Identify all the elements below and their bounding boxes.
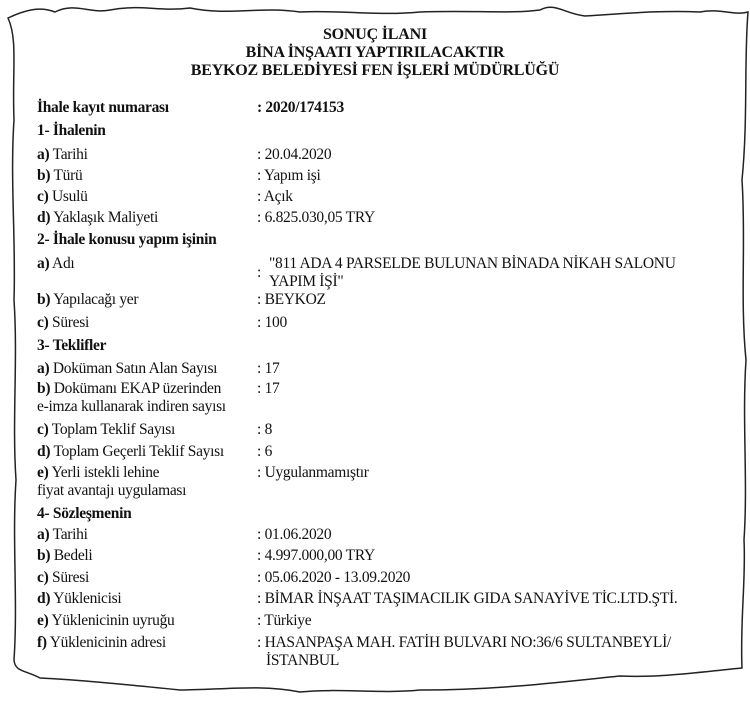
kayit-value: : 2020/174153 xyxy=(257,99,344,116)
field-value: : 17 xyxy=(257,360,280,377)
field-label xyxy=(37,634,166,652)
field-label-text: Yaklaşık Maliyeti xyxy=(53,209,159,226)
field-label-text: Usulü xyxy=(52,188,88,205)
field-value: : HASANPAŞA MAH. FATİH BULVARI NO:36/6 SULTANBEYLİ/ xyxy=(257,634,671,651)
field-label-line2: fiyat avantajı uygulaması xyxy=(37,482,187,499)
field-value: : Uygulanmamıştır xyxy=(257,464,369,481)
field-value: : 01.06.2020 xyxy=(257,526,332,543)
section-heading: 2- İhale konusu yapım işinin xyxy=(37,231,217,248)
field-value: : 4.997.000,00 TRY xyxy=(257,547,375,564)
field-label-text: Tarihi xyxy=(52,526,88,543)
section-heading: 1- İhalenin xyxy=(37,122,106,139)
field-value: : 6.825.030,05 TRY xyxy=(257,209,375,226)
field-label xyxy=(37,209,158,227)
field-label xyxy=(37,421,175,439)
field-value: : Türkiye xyxy=(257,612,312,629)
field-label-line2: e-imza kullanarak indiren sayısı xyxy=(37,398,226,415)
section-heading: 3- Teklifler xyxy=(37,337,107,354)
title-line-3: BEYKOZ BELEDİYESİ FEN İŞLERİ MÜDÜRLÜĞÜ xyxy=(190,62,560,79)
field-label-text: Dokümanı EKAP üzerinden xyxy=(53,380,222,397)
field-label xyxy=(37,464,159,482)
field-letter: b) xyxy=(37,547,51,564)
field-label-text: Türü xyxy=(53,167,83,184)
field-value: : BEYKOZ xyxy=(257,291,326,308)
field-label-text: Yapılacağı yer xyxy=(53,291,139,308)
field-label xyxy=(37,380,221,398)
field-label-text: Yüklenicisi xyxy=(53,590,122,607)
section-heading: 4- Sözleşmenin xyxy=(37,505,132,522)
field-label xyxy=(37,188,88,206)
field-label-text: Toplam Geçerli Teklif Sayısı xyxy=(53,443,224,460)
field-label xyxy=(37,569,89,587)
field-label-text: Toplam Teklif Sayısı xyxy=(51,421,176,438)
field-value: "811 ADA 4 PARSELDE BULUNAN BİNADA NİKAH SALONU xyxy=(269,255,676,272)
field-letter: e) xyxy=(37,612,49,629)
field-value: : 20.04.2020 xyxy=(257,146,332,163)
field-label-text: Yüklenicinin uyruğu xyxy=(51,612,175,629)
field-label xyxy=(37,360,217,378)
field-label-text: Yüklenicinin adresi xyxy=(49,634,166,651)
field-letter: d) xyxy=(37,590,51,607)
field-label-text: Bedeli xyxy=(53,547,93,564)
field-label xyxy=(37,547,92,565)
field-letter: a) xyxy=(37,255,50,272)
field-label-text: Tarihi xyxy=(52,146,88,163)
kayit-label: İhale kayıt numarası xyxy=(37,99,169,116)
field-label-text: Yerli istekli lehine xyxy=(51,464,160,481)
field-value-line2: YAPIM İŞİ" xyxy=(269,273,344,290)
field-letter: b) xyxy=(37,291,51,308)
field-value: : 8 xyxy=(257,421,273,438)
field-letter: b) xyxy=(37,167,51,184)
field-label xyxy=(37,443,224,461)
field-value: : BİMAR İNŞAAT TAŞIMACILIK GIDA SANAYİVE TİC.LTD.ŞTİ. xyxy=(257,590,678,607)
field-value-line2: İSTANBUL xyxy=(266,652,339,669)
field-letter: c) xyxy=(37,188,49,205)
field-label xyxy=(37,146,88,164)
field-label-text: Süresi xyxy=(52,314,89,331)
field-letter: a) xyxy=(37,526,50,543)
colon: : xyxy=(257,264,262,281)
field-label xyxy=(37,167,82,185)
field-value: : 6 xyxy=(257,443,273,460)
field-label-text: Adı xyxy=(52,255,75,272)
field-label-text: Süresi xyxy=(52,569,89,586)
field-label xyxy=(37,255,74,273)
field-label xyxy=(37,612,174,630)
field-label-text: Doküman Satın Alan Sayısı xyxy=(52,360,218,377)
field-letter: e) xyxy=(37,464,49,481)
title-line-2: BİNA İNŞAATI YAPTIRILACAKTIR xyxy=(245,44,505,61)
field-label xyxy=(37,526,88,544)
field-letter: c) xyxy=(37,314,49,331)
field-value: : Açık xyxy=(257,188,293,205)
field-letter: d) xyxy=(37,443,51,460)
field-value: : 100 xyxy=(257,314,287,331)
field-label xyxy=(37,291,138,309)
field-label xyxy=(37,314,89,332)
field-letter: c) xyxy=(37,421,49,438)
field-value: : Yapım işi xyxy=(257,167,321,184)
field-letter: d) xyxy=(37,209,51,226)
field-label xyxy=(37,590,121,608)
field-value: : 17 xyxy=(257,380,280,397)
field-letter: a) xyxy=(37,360,50,377)
field-value: : 05.06.2020 - 13.09.2020 xyxy=(257,569,411,586)
field-letter: c) xyxy=(37,569,49,586)
field-letter: a) xyxy=(37,146,50,163)
field-letter: f) xyxy=(37,634,47,651)
field-letter: b) xyxy=(37,380,51,397)
title-line-1: SONUÇ İLANI xyxy=(322,26,428,43)
